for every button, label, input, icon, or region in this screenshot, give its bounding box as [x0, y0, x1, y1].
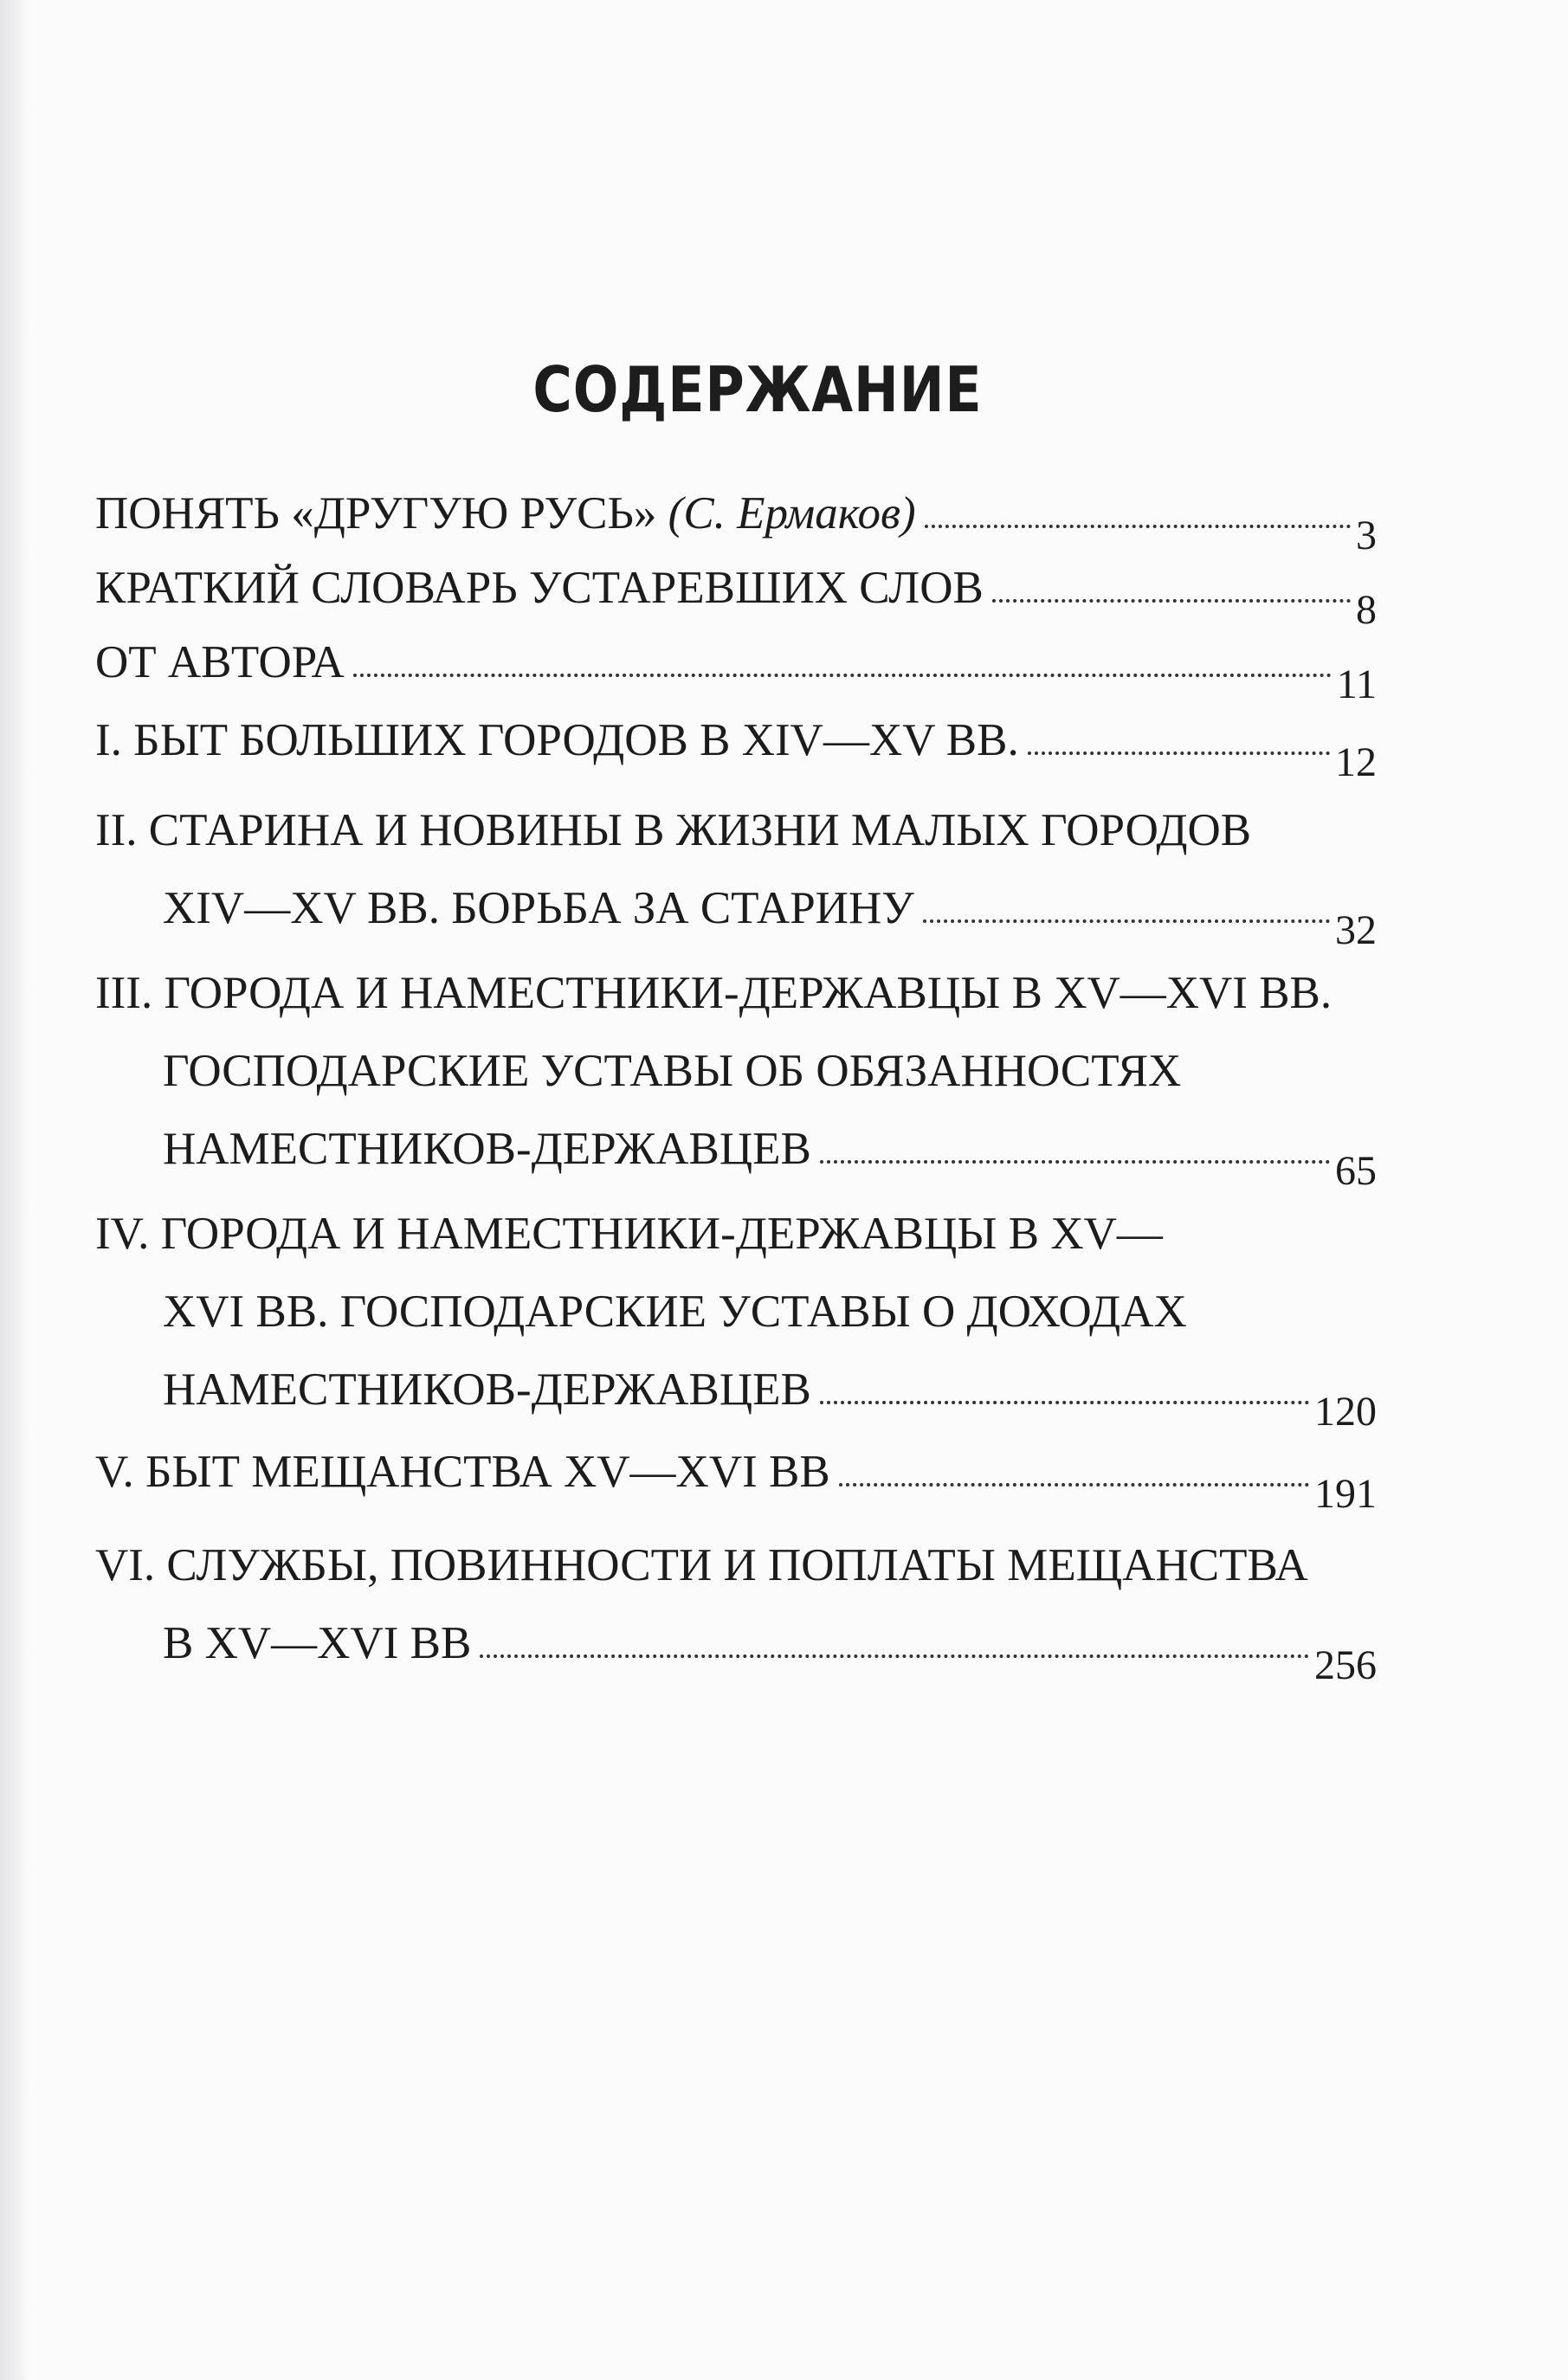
dot-leader [923, 919, 1330, 923]
page-title: СОДЕРЖАНИЕ [532, 353, 983, 426]
toc-page-number: 256 [1314, 1642, 1377, 1688]
toc-page-number: 65 [1335, 1148, 1377, 1194]
page-edge-shadow [0, 0, 29, 2380]
toc-entry-chapter-6[interactable] [95, 1526, 1377, 1688]
toc-page-number: 191 [1314, 1471, 1377, 1517]
dot-leader [925, 525, 1351, 528]
dot-leader [839, 1483, 1309, 1487]
toc-entry-title-continued: XIV—XV ВВ. БОРЬБА ЗА СТАРИНУ [163, 883, 914, 933]
toc-entry-chapter-2[interactable] [95, 791, 1377, 953]
dot-leader [1028, 751, 1330, 755]
dot-leader [353, 674, 1332, 677]
toc-entry-title-continued: НАМЕСТНИКОВ-ДЕРЖАВЦЕВ [163, 1364, 811, 1415]
toc-entry-title: ОТ АВТОРА [95, 637, 345, 687]
toc-entry-title: III. ГОРОДА И НАМЕСТНИКИ-ДЕРЖАВЦЫ В XV—XVI ВВ. [95, 968, 1332, 1018]
dot-leader [820, 1401, 1309, 1404]
toc-entry-chapter-3[interactable] [95, 954, 1377, 1194]
dot-leader [992, 599, 1351, 603]
toc-entry-title-continued: XVI ВВ. ГОСПОДАРСКИЕ УСТАВЫ О ДОХОДАХ [163, 1287, 1187, 1337]
toc-entry-title: КРАТКИЙ СЛОВАРЬ УСТАРЕВШИХ СЛОВ [95, 563, 984, 613]
toc-entry-title: VI. СЛУЖБЫ, ПОВИННОСТИ И ПОПЛАТЫ МЕЩАНСТВА [95, 1540, 1308, 1590]
toc-page-number: 120 [1314, 1389, 1377, 1435]
toc-entry-chapter-1[interactable] [95, 701, 1377, 785]
toc-entry-title: II. СТАРИНА И НОВИНЫ В ЖИЗНИ МАЛЫХ ГОРОДОВ [95, 805, 1252, 855]
toc-entry-title-continued: НАМЕСТНИКОВ-ДЕРЖАВЦЕВ [163, 1124, 811, 1174]
dot-leader [480, 1654, 1309, 1658]
toc-entry-chapter-4[interactable] [95, 1195, 1377, 1435]
toc-entry-title: ПОНЯТЬ «ДРУГУЮ РУСЬ» (С. Ермаков) [95, 488, 916, 539]
toc-entry-title-continued: В XV—XVI ВВ [163, 1618, 472, 1668]
toc-entry-title-continued: ГОСПОДАРСКИЕ УСТАВЫ ОБ ОБЯЗАННОСТЯХ [163, 1046, 1182, 1096]
toc-entry-title: V. БЫТ МЕЩАНСТВА XV—XVI ВВ [95, 1447, 830, 1497]
toc-page-number: 8 [1356, 587, 1377, 633]
toc-page-number: 12 [1335, 739, 1377, 785]
toc-entry-title: IV. ГОРОДА И НАМЕСТНИКИ-ДЕРЖАВЦЫ В XV— [95, 1209, 1163, 1259]
toc-entry-author-preface[interactable] [95, 623, 1377, 707]
toc-page-number: 32 [1335, 907, 1377, 953]
toc-entry-glossary[interactable] [95, 549, 1377, 633]
toc-page-number: 11 [1336, 661, 1377, 707]
toc-entry-chapter-5[interactable] [95, 1433, 1377, 1517]
toc-entry-title: I. БЫТ БОЛЬШИХ ГОРОДОВ В XIV—XV ВВ. [95, 715, 1019, 765]
toc-page-number: 3 [1356, 513, 1377, 558]
dot-leader [820, 1160, 1330, 1164]
toc-entry-author: (С. Ермаков) [668, 488, 916, 539]
toc-entry-foreword[interactable] [95, 474, 1377, 558]
